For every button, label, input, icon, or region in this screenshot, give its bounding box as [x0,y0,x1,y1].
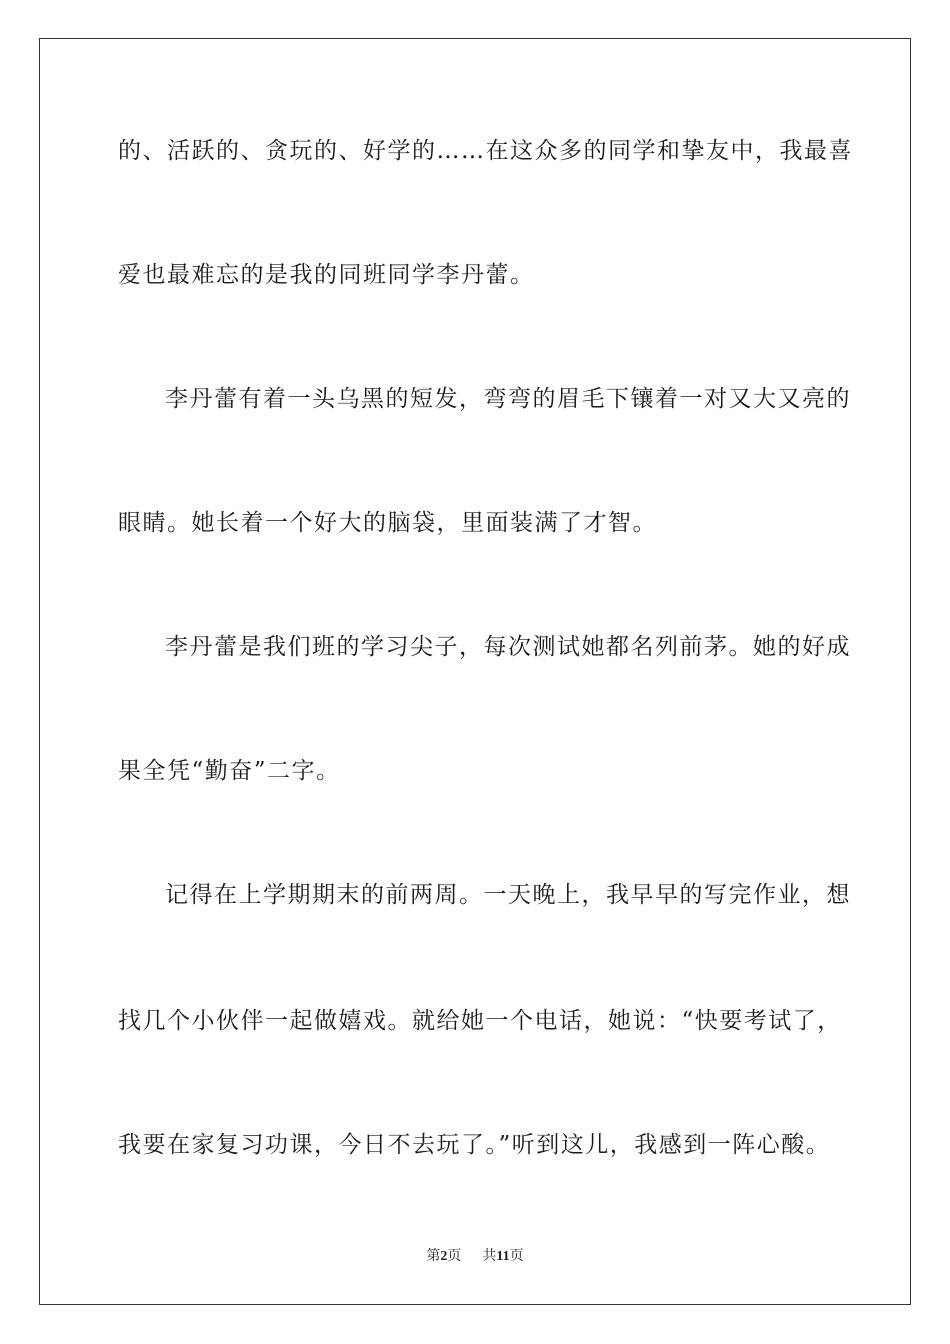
text-line-3: 李丹蕾有着一头乌黑的短发，弯弯的眉毛下镶着一对又大又亮的 [165,386,851,412]
text-line-6: 果全凭“勤奋”二字。 [118,758,341,784]
text-line-1: 的、活跃的、贪玩的、好学的……在这众多的同学和挚友中，我最喜 [118,138,853,164]
text-line-9: 我要在家复习功课，今日不去玩了。”听到这儿，我感到一阵心酸。 [118,1132,831,1158]
footer-total-pages: 11 [496,1249,510,1264]
text-line-8: 找几个小伙伴一起做嬉戏。就给她一个电话，她说：“快要考试了， [118,1008,842,1034]
footer-total-suffix: 页 [509,1249,524,1264]
page-footer [0,1248,950,1266]
footer-page-number: 2 [440,1249,448,1264]
text-line-7: 记得在上学期期末的前两周。一天晚上，我早早的写完作业，想 [165,882,851,908]
text-line-4: 眼睛。她长着一个好大的脑袋，里面装满了才智。 [118,510,657,536]
footer-page-suffix: 页 [447,1249,462,1264]
footer-page-prefix: 第 [426,1249,441,1264]
text-line-5: 李丹蕾是我们班的学习尖子，每次测试她都名列前茅。她的好成 [165,634,851,660]
footer-total-prefix: 共 [482,1249,497,1264]
text-line-2: 爱也最难忘的是我的同班同学李丹蕾。 [118,262,535,288]
page-border [39,38,911,1305]
